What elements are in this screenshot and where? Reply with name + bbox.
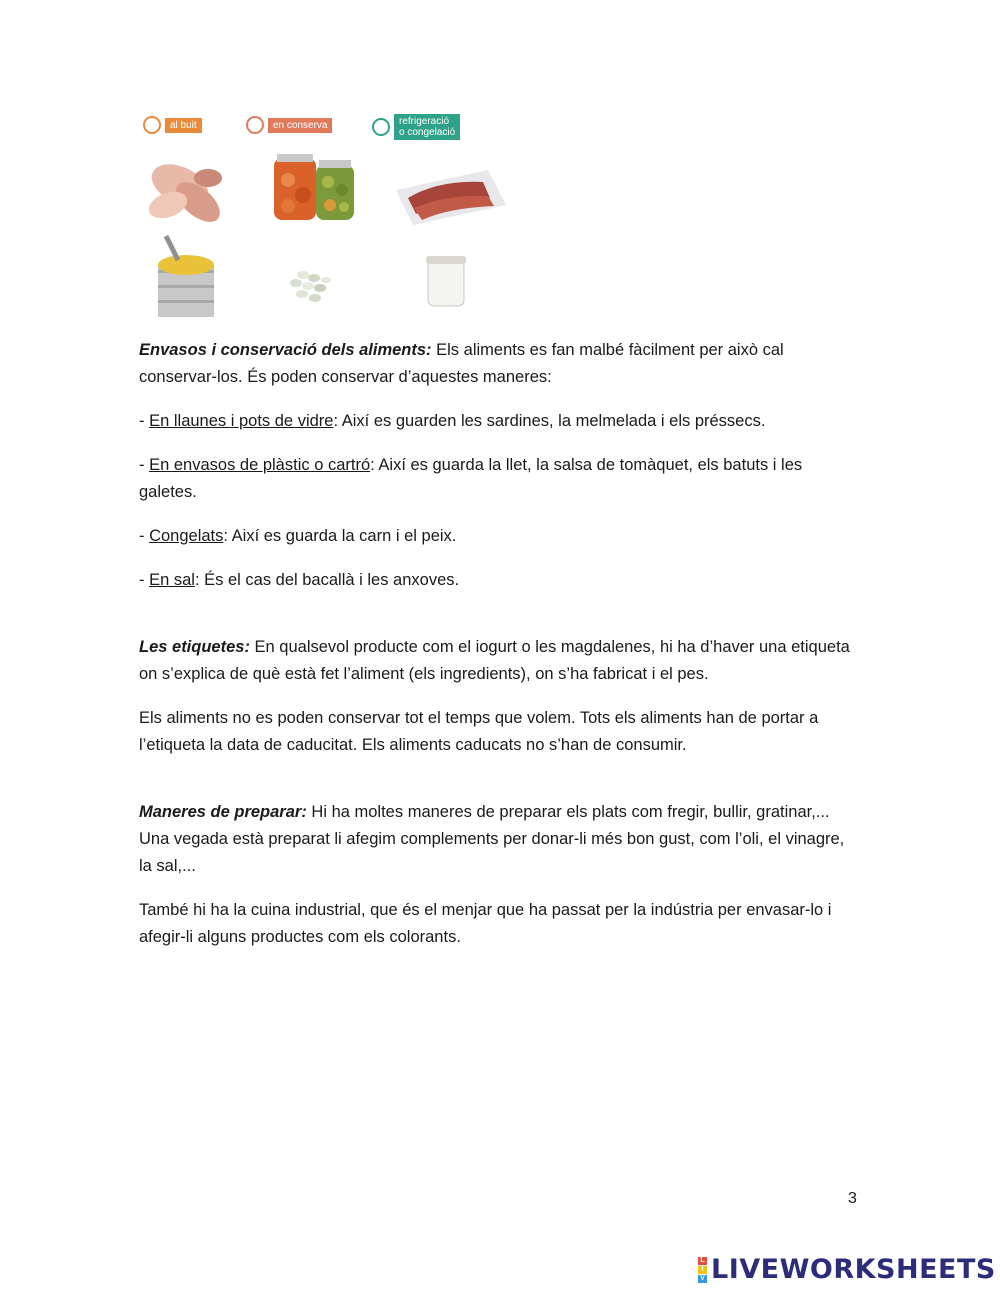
list-item [139, 523, 859, 550]
section-title: Maneres de preparar: [139, 803, 307, 821]
tag-en-conserva [246, 116, 332, 134]
tag-label: en conserva [268, 118, 332, 133]
paragraph-text: Hi ha moltes maneres de preparar els plats com fregir, bullir, gratinar,... Una vegada està preparat li afegim complements per donar-li més bon gust, com l’oli, el vinagre, la sal,... [139, 803, 845, 875]
list-dash: - [139, 527, 150, 545]
checkbox-circle-icon[interactable] [143, 116, 161, 134]
checkbox-circle-icon[interactable] [372, 118, 390, 136]
list-item [139, 567, 859, 594]
tag-label-line: o congelació [399, 127, 456, 138]
section-title: Les etiquetes: [139, 638, 250, 656]
list-text: : Així es guarden les sardines, la melmelada i els préssecs. [333, 412, 766, 430]
list-term: En llaunes i pots de vidre [149, 412, 334, 430]
food-photos [138, 110, 518, 325]
section-title: Envasos i conservació dels aliments: [139, 341, 432, 359]
tag-al-buit [143, 116, 202, 134]
tag-refrigeracio [372, 114, 460, 140]
list-dash: - [139, 571, 150, 589]
document-body [139, 337, 859, 968]
checkbox-circle-icon[interactable] [246, 116, 264, 134]
list-item [139, 452, 859, 506]
tag-label [394, 114, 460, 140]
list-text: : És el cas del bacallà i les anxoves. [194, 571, 460, 589]
tag-label: al buit [165, 118, 202, 133]
meat-image [145, 156, 227, 229]
jars-image [274, 154, 354, 220]
paragraph-envasos [139, 337, 859, 391]
paragraph-preparar [139, 799, 859, 880]
corn-can-image [158, 236, 214, 317]
paragraph-cuina-industrial: També hi ha la cuina industrial, que és el menjar que ha passat per la indústria per envasar-lo i afegir-li alguns productes com els colorants. [139, 901, 832, 946]
list-text: : Així es guarda la carn i el peix. [223, 527, 457, 545]
logo-block: V [698, 1275, 707, 1283]
food-preservation-figure [138, 110, 518, 325]
list-text: : Així es guarda la llet, la salsa de tomàquet, els batuts i les galetes. [139, 456, 803, 501]
list-term: En envasos de plàstic o cartró [149, 456, 371, 474]
logo-wordmark: LIVEWORKSHEETS [711, 1254, 996, 1285]
list-term: En sal [149, 571, 195, 589]
logo-block: I [698, 1266, 707, 1274]
yogurt-image [426, 256, 466, 306]
liveworksheets-logo[interactable] [698, 1254, 996, 1285]
paragraph-etiquetes [139, 634, 859, 688]
tag-label-line: refrigeració [399, 116, 450, 127]
list-dash: - [139, 412, 150, 430]
list-item [139, 408, 859, 435]
logo-blocks-icon [698, 1257, 707, 1283]
logo-block: L [698, 1257, 707, 1265]
paragraph-text: En qualsevol producte com el iogurt o les magdalenes, hi ha d’haver una etiqueta on s’explica de què està fet l’aliment (els ingredients), on s’ha fabricat i el pes. [139, 638, 850, 683]
frozen-bacon-image [396, 170, 506, 225]
paragraph-text: Els aliments es fan malbé fàcilment per això cal conservar-los. És poden conservar d’aquestes maneres: [139, 341, 784, 386]
paragraph-caducitat: Els aliments no es poden conservar tot el temps que volem. Tots els aliments han de portar a l’etiqueta la data de caducitat. Els aliments caducats no s’han de consumir. [139, 709, 819, 754]
list-term: Congelats [149, 527, 224, 545]
beans-image [290, 271, 331, 302]
list-dash: - [139, 456, 150, 474]
page-number: 3 [848, 1190, 857, 1207]
